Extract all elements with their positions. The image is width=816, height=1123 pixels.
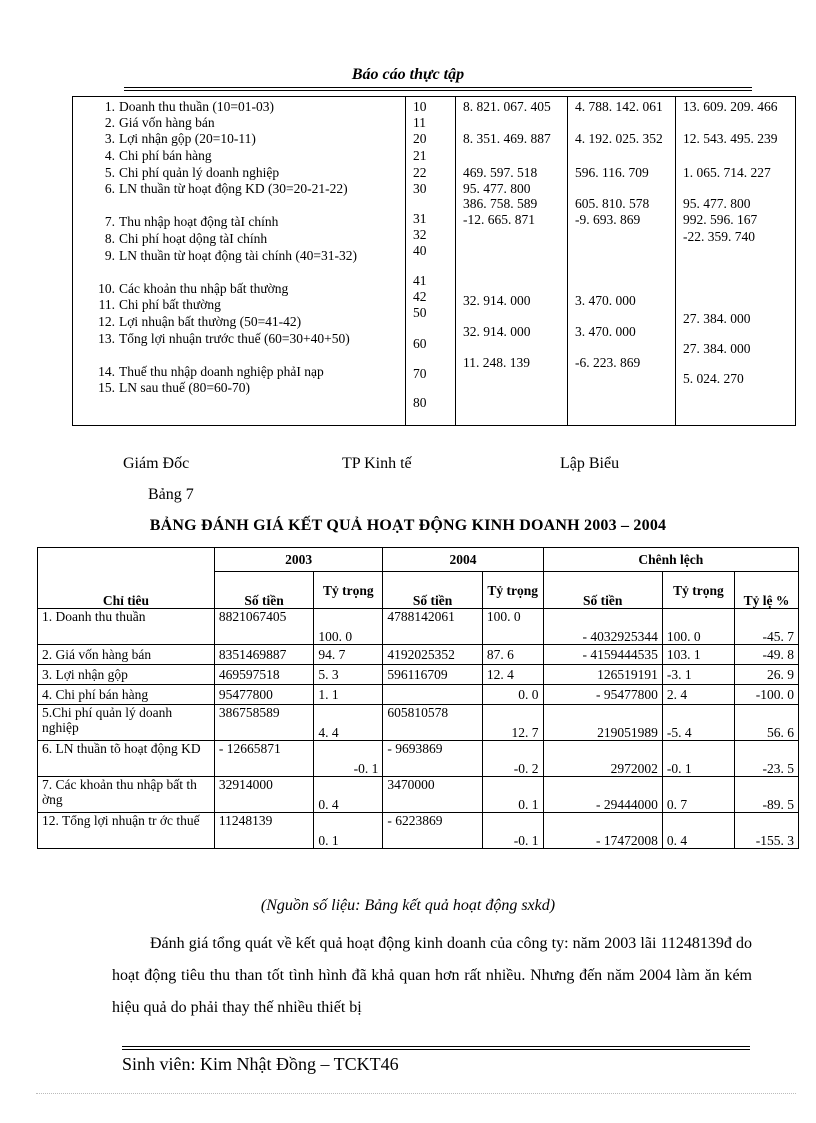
table-cell: 5.Chi phí quản lý doanh nghiệp bbox=[38, 705, 215, 741]
body-paragraph: Đánh giá tổng quát về kết quả hoạt động kinh doanh của công ty: năm 2003 lãi 11248139đ do hoạt động tiêu thu than tốt tình hình đã khả quan hơn rất nhiều. Nhưng đến năm 2004 làm ăn kém hiệu quả do phải thay thế nhiều thiết bị bbox=[112, 935, 752, 1016]
header-rule bbox=[124, 87, 752, 88]
table-cell: 2. 4 bbox=[662, 685, 734, 705]
table-cell: 95477800 bbox=[214, 685, 313, 705]
header-weight: Tỷ trọng bbox=[662, 572, 734, 609]
table-cell: -5. 4 bbox=[662, 705, 734, 741]
table-cell: 3. Lợi nhận gộp bbox=[38, 665, 215, 685]
value-cell: 12. 543. 495. 239 bbox=[683, 131, 778, 146]
value-cell: 95. 477. 800 bbox=[683, 196, 751, 211]
table-cell: 103. 1 bbox=[662, 645, 734, 665]
table-cell: - 95477800 bbox=[543, 685, 662, 705]
table-cell: 126519191 bbox=[543, 665, 662, 685]
table-title: BẢNG ĐÁNH GIÁ KẾT QUẢ HOẠT ĐỘNG KINH DOANH 2003 – 2004 bbox=[149, 517, 667, 534]
header-weight: Tỷ trọng bbox=[482, 572, 543, 609]
table-cell: -0. 2 bbox=[482, 741, 543, 777]
value-cell: 13. 609. 209. 466 bbox=[683, 99, 778, 114]
value-cell: 27. 384. 000 bbox=[683, 341, 751, 356]
table-cell bbox=[383, 685, 482, 705]
value-cell: 596. 116. 709 bbox=[575, 165, 649, 180]
value-cell: 3. 470. 000 bbox=[575, 293, 636, 308]
column-divider bbox=[675, 97, 676, 425]
table-cell: -3. 1 bbox=[662, 665, 734, 685]
table-cell: 100. 0 bbox=[482, 609, 543, 645]
table-cell: 386758589 bbox=[214, 705, 313, 741]
table-cell: - 17472008 bbox=[543, 813, 662, 849]
table-cell: - 29444000 bbox=[543, 777, 662, 813]
table-cell: 87. 6 bbox=[482, 645, 543, 665]
value-cell: -12. 665. 871 bbox=[463, 212, 535, 227]
code-column bbox=[407, 97, 453, 425]
table-cell: 26. 9 bbox=[735, 665, 799, 685]
table-row bbox=[38, 609, 799, 645]
table-cell: 94. 7 bbox=[314, 645, 383, 665]
table-row bbox=[38, 685, 799, 705]
table-cell: 11248139 bbox=[214, 813, 313, 849]
table-cell: 0. 1 bbox=[314, 813, 383, 849]
table-cell: - 4032925344 bbox=[543, 609, 662, 645]
table-cell: 2. Giá vốn hàng bán bbox=[38, 645, 215, 665]
header-amount: Số tiền bbox=[214, 572, 313, 609]
code-cell: 40 bbox=[413, 243, 427, 258]
table-cell: 100. 0 bbox=[314, 609, 383, 645]
table-cell: -49. 8 bbox=[735, 645, 799, 665]
table-cell: 1. 1 bbox=[314, 685, 383, 705]
table-cell: 4. 4 bbox=[314, 705, 383, 741]
page-header-title: Báo cáo thực tập bbox=[351, 66, 465, 83]
table-row bbox=[38, 665, 799, 685]
table-row bbox=[38, 741, 799, 777]
values-column-2 bbox=[569, 97, 673, 425]
column-divider bbox=[567, 97, 568, 425]
column-divider bbox=[405, 97, 406, 425]
value-cell: -6. 223. 869 bbox=[575, 355, 641, 370]
table-cell: 12. 7 bbox=[482, 705, 543, 741]
header-rule-2 bbox=[124, 90, 752, 91]
signature-economics: TP Kinh tế bbox=[342, 455, 412, 472]
table-cell: 100. 0 bbox=[662, 609, 734, 645]
table-cell: 4. Chi phí bán hàng bbox=[38, 685, 215, 705]
table-cell: 8821067405 bbox=[214, 609, 313, 645]
income-statement-table bbox=[72, 96, 796, 426]
table-cell: 7. Các khoản thu nhập bất th ờng bbox=[38, 777, 215, 813]
table-cell: 2972002 bbox=[543, 741, 662, 777]
values-column-1 bbox=[457, 97, 565, 425]
header-amount: Số tiền bbox=[383, 572, 482, 609]
table-cell: 4788142061 bbox=[383, 609, 482, 645]
value-cell: 4. 788. 142. 061 bbox=[575, 99, 663, 114]
page-bottom-dotted-line bbox=[36, 1093, 796, 1094]
table-row bbox=[38, 813, 799, 849]
values-column-3 bbox=[677, 97, 795, 425]
table-label: Bảng 7 bbox=[148, 486, 194, 503]
table-cell: -100. 0 bbox=[735, 685, 799, 705]
table-cell: 12. Tổng lợi nhuận tr ớc thuế bbox=[38, 813, 215, 849]
items-column: 1. Doanh thu thuần (10=01-03) 2. Giá vốn hàng bán 3. Lợi nhận gộp (20=10-11) 4. Chi phí bán hàng 5. Chi phí quản lý doanh nghiệp 6. LN thuần từ hoạt động KD (30=20-21-22) 7. Thu nhập hoạt động tàI chính 8. Chi phí hoạt dộng tàI chính 9. LN thuần từ hoạt động tài chính (40=31-32) 10. Các khoản thu nhập bất thường 11. Chi phí bất thường 12. Lợi nhuận bất thường (50=41-42) 13. Tổng lợi nhuận trước thuế (60=30+40+50) 14. Thuế thu nhập doanh nghiệp phảI nạp 15. LN sau thuế (80=60-70) bbox=[98, 99, 358, 395]
table-cell: - 12665871 bbox=[214, 741, 313, 777]
table-cell: 32914000 bbox=[214, 777, 313, 813]
code-cell: 10 bbox=[413, 99, 427, 114]
value-cell: 3. 470. 000 bbox=[575, 324, 636, 339]
value-cell: 469. 597. 518 bbox=[463, 165, 538, 180]
value-cell: -9. 693. 869 bbox=[575, 212, 641, 227]
table-cell: -155. 3 bbox=[735, 813, 799, 849]
table-row bbox=[38, 777, 799, 813]
footer-student: Sinh viên: Kim Nhật Đồng – TCKT46 bbox=[122, 1054, 399, 1074]
table-cell: 0. 4 bbox=[314, 777, 383, 813]
code-cell: 11 bbox=[413, 115, 426, 130]
table-cell: -45. 7 bbox=[735, 609, 799, 645]
table-cell: -23. 5 bbox=[735, 741, 799, 777]
code-cell: 21 bbox=[413, 148, 427, 163]
table-row bbox=[38, 645, 799, 665]
value-cell: 5. 024. 270 bbox=[683, 371, 744, 386]
code-cell: 80 bbox=[413, 395, 427, 410]
table-cell: 0. 7 bbox=[662, 777, 734, 813]
evaluation-table bbox=[37, 547, 799, 849]
footer-rule bbox=[122, 1046, 750, 1047]
signature-preparer: Lập Biểu bbox=[560, 455, 620, 472]
signature-director: Giám Đốc bbox=[123, 455, 190, 472]
table-cell: 0. 1 bbox=[482, 777, 543, 813]
footer-rule-2 bbox=[122, 1049, 750, 1050]
header-ratio: Tỷ lệ % bbox=[735, 572, 799, 609]
code-cell: 32 bbox=[413, 227, 427, 242]
table-cell: -0. 1 bbox=[662, 741, 734, 777]
value-cell: 11. 248. 139 bbox=[463, 355, 530, 370]
code-cell: 30 bbox=[413, 181, 427, 196]
table-cell: 6. LN thuần tõ hoạt động KD bbox=[38, 741, 215, 777]
table-cell: 12. 4 bbox=[482, 665, 543, 685]
table-cell: - 4159444535 bbox=[543, 645, 662, 665]
code-cell: 31 bbox=[413, 211, 427, 226]
header-weight: Tỷ trọng bbox=[314, 572, 383, 609]
table-header-row bbox=[38, 548, 799, 572]
table-cell: 56. 6 bbox=[735, 705, 799, 741]
table-cell: 4192025352 bbox=[383, 645, 482, 665]
table-cell: 8351469887 bbox=[214, 645, 313, 665]
value-cell: 386. 758. 589 bbox=[463, 196, 538, 211]
header-amount: Số tiền bbox=[543, 572, 662, 609]
table-cell: -0. 1 bbox=[482, 813, 543, 849]
data-source-note: (Nguồn số liệu: Bảng kết quả hoạt động sxkd) bbox=[260, 897, 556, 914]
table-cell: 5. 3 bbox=[314, 665, 383, 685]
value-cell: 4. 192. 025. 352 bbox=[575, 131, 663, 146]
code-cell: 41 bbox=[413, 273, 427, 288]
header-indicator: Chỉ tiêu bbox=[38, 548, 215, 609]
code-cell: 50 bbox=[413, 305, 427, 320]
code-cell: 60 bbox=[413, 336, 427, 351]
table-row bbox=[38, 705, 799, 741]
table-cell: 605810578 bbox=[383, 705, 482, 741]
table-cell: 1. Doanh thu thuần bbox=[38, 609, 215, 645]
code-cell: 42 bbox=[413, 289, 427, 304]
table-cell: 3470000 bbox=[383, 777, 482, 813]
header-2003: 2003 bbox=[214, 548, 383, 572]
value-cell: 27. 384. 000 bbox=[683, 311, 751, 326]
value-cell: 32. 914. 000 bbox=[463, 324, 531, 339]
header-difference: Chênh lệch bbox=[543, 548, 798, 572]
code-cell: 22 bbox=[413, 165, 427, 180]
table-cell: 0. 4 bbox=[662, 813, 734, 849]
value-cell: 8. 351. 469. 887 bbox=[463, 131, 551, 146]
value-cell: 992. 596. 167 bbox=[683, 212, 758, 227]
value-cell: 605. 810. 578 bbox=[575, 196, 650, 211]
code-cell: 20 bbox=[413, 131, 427, 146]
table-cell: -0. 1 bbox=[314, 741, 383, 777]
table-cell: 596116709 bbox=[383, 665, 482, 685]
table-cell: 0. 0 bbox=[482, 685, 543, 705]
value-cell: 1. 065. 714. 227 bbox=[683, 165, 771, 180]
value-cell: 8. 821. 067. 405 bbox=[463, 99, 551, 114]
header-2004: 2004 bbox=[383, 548, 543, 572]
value-cell: -22. 359. 740 bbox=[683, 229, 755, 244]
table-cell: - 9693869 bbox=[383, 741, 482, 777]
code-cell: 70 bbox=[413, 366, 427, 381]
value-cell: 95. 477. 800 bbox=[463, 181, 531, 196]
column-divider bbox=[455, 97, 456, 425]
table-cell: -89. 5 bbox=[735, 777, 799, 813]
value-cell: 32. 914. 000 bbox=[463, 293, 531, 308]
table-cell: 469597518 bbox=[214, 665, 313, 685]
table-cell: 219051989 bbox=[543, 705, 662, 741]
table-cell: - 6223869 bbox=[383, 813, 482, 849]
